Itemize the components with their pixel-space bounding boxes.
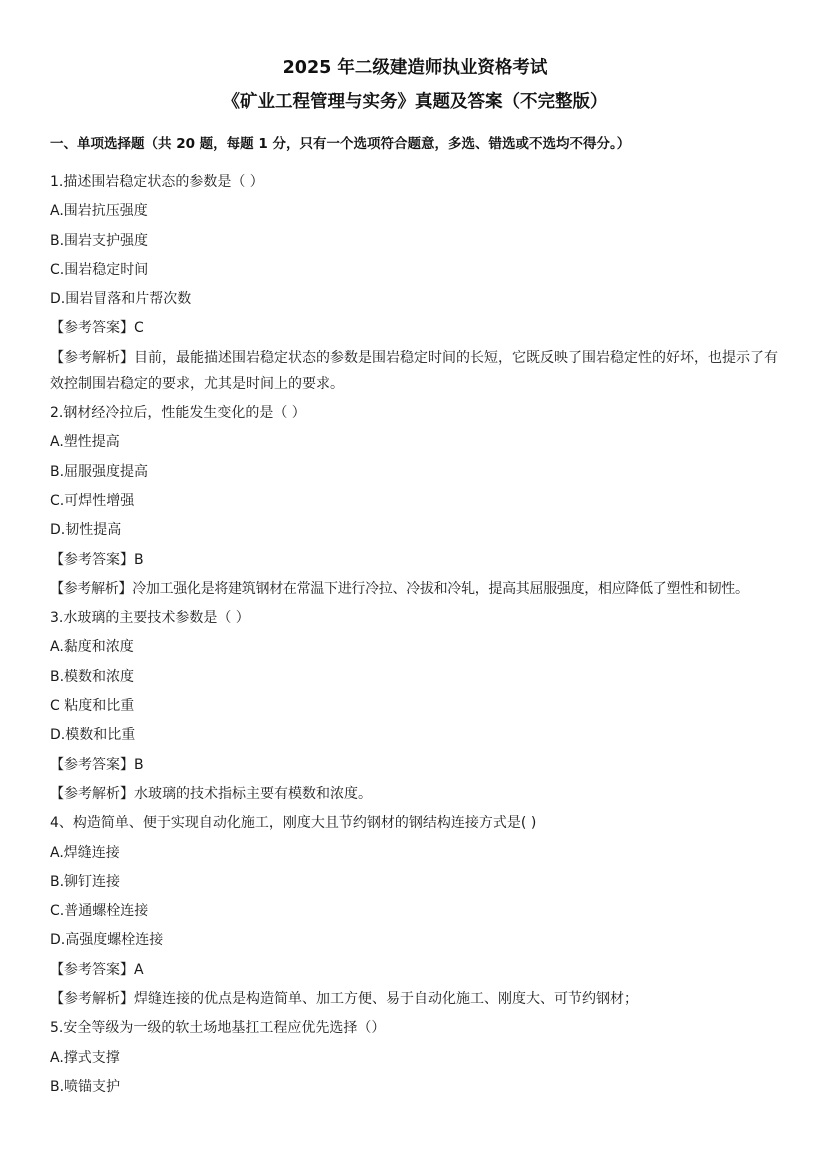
option-d: D.高强度螺栓连接 (50, 932, 164, 949)
reference-answer: 【参考答案】B (50, 551, 144, 568)
document-title-line-2: 《矿业工程管理与实务》真题及答案（不完整版） (222, 92, 608, 112)
option-c: C 粘度和比重 (50, 698, 135, 715)
question-list (50, 172, 785, 1106)
option-a: A.围岩抗压强度 (50, 203, 148, 220)
option-d: D.韧性提高 (50, 522, 122, 539)
option-b: B.围岩支护强度 (50, 232, 149, 249)
option-c: C.围岩稳定时间 (50, 261, 149, 278)
document-title-line-1: 2025 年二级建造师执业资格考试 (282, 58, 548, 78)
reference-analysis: 【参考解析】焊缝连接的优点是构造简单、加工方便、易于自动化施工、刚度大、可节约钢材； (50, 991, 638, 1008)
reference-answer: 【参考答案】C (50, 320, 144, 337)
question-4 (50, 813, 785, 1009)
option-d: D.围岩冒落和片帮次数 (50, 291, 192, 308)
option-a: A.塑性提高 (50, 434, 120, 451)
reference-analysis: 【参考解析】目前，最能描述围岩稳定状态的参数是围岩稳定时间的长短，它既反映了围岩稳定性的好坏，也提示了有效控制围岩稳定的要求，尤其是时间上的要求。 (50, 349, 778, 392)
option-a: A.黏度和浓度 (50, 639, 134, 656)
reference-analysis: 【参考解析】水玻璃的技术指标主要有模数和浓度。 (50, 785, 372, 802)
question-stem: 5.安全等级为一级的软土场地基扛工程应优先选择（） (50, 1020, 386, 1037)
option-a: A.焊缝连接 (50, 844, 120, 861)
section-heading: 一、单项选择题（共 20 题，每题 1 分，只有一个选项符合题意，多选、错选或不选均不得分。） (50, 136, 631, 152)
option-b: B.屈服强度提高 (50, 463, 149, 480)
option-b: B.模数和浓度 (50, 668, 135, 685)
option-a: A.撑式支撑 (50, 1049, 120, 1066)
reference-analysis: 【参考解析】冷加工强化是将建筑钢材在常温下进行冷拉、冷拔和冷轧，提高其屈服强度，相应降低了塑性和韧性。 (50, 580, 749, 597)
question-2 (50, 403, 785, 599)
option-b: B.铆钉连接 (50, 873, 121, 890)
question-5 (50, 1018, 785, 1097)
option-b: B.喷锚支护 (50, 1078, 121, 1095)
reference-answer: 【参考答案】B (50, 756, 144, 773)
question-stem: 2.钢材经冷拉后，性能发生变化的是（ ） (50, 405, 306, 422)
question-stem: 3.水玻璃的主要技术参数是（ ） (50, 610, 250, 627)
option-d: D.模数和比重 (50, 727, 136, 744)
question-stem: 4、构造简单、便于实现自动化施工，刚度大且节约钢材的钢结构连接方式是( ) (50, 815, 537, 832)
question-1 (50, 172, 785, 397)
question-stem: 1.描述围岩稳定状态的参数是（ ） (50, 174, 264, 190)
option-c: C.可焊性增强 (50, 492, 135, 509)
option-c: C.普通螺栓连接 (50, 903, 149, 920)
question-3 (50, 608, 785, 804)
reference-answer: 【参考答案】A (50, 961, 144, 978)
